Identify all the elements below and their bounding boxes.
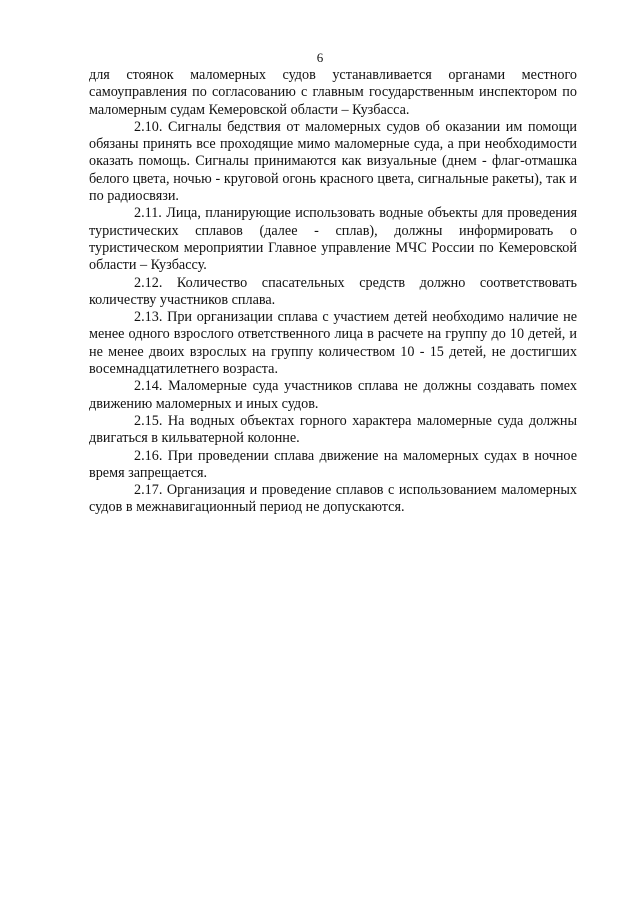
paragraph-2-12: 2.12. Количество спасательных средств должно соответствовать количеству участников сплава.: [89, 274, 577, 308]
paragraph-2-16: 2.16. При проведении сплава движение на маломерных судах в ночное время запрещается.: [89, 447, 577, 481]
paragraph-2-17: 2.17. Организация и проведение сплавов с использованием маломерных судов в межнавигационный период не допускаются.: [89, 482, 577, 516]
page-number: 6: [316, 50, 324, 65]
paragraph-2-15: 2.15. На водных объектах горного характера маломерные суда должны двигаться в кильватерной колонне.: [89, 412, 577, 447]
paragraph-2-14: 2.14. Маломерные суда участников сплава не должны создавать помех движению маломерных и иных судов.: [89, 378, 577, 412]
paragraph-2-13: 2.13. При организации сплава с участием детей необходимо наличие не менее одного взрослого ответственного лица в расчете на группу до 10 детей, и не менее двоих взрослых на группу количеством 10 - 15 детей, не достигших восемнадцатилетнего возраста.: [89, 309, 577, 378]
paragraph-continuation: для стоянок маломерных судов устанавливается органами местного самоуправления по согласованию с главным государственным инспектором по маломерным судам Кемеровской области – Кузбасса.: [89, 67, 577, 118]
paragraph-2-11: 2.11. Лица, планирующие использовать водные объекты для проведения туристических сплавов (далее - сплав), должны информировать о туристическом мероприятии Главное управление МЧС России по Кемеровской области – Кузбассу.: [89, 205, 577, 274]
paragraph-2-10: 2.10. Сигналы бедствия от маломерных судов об оказании им помощи обязаны принять все проходящие мимо маломерные суда, а при необходимости оказать помощь. Сигналы принимаются как визуальные (днем - флаг-отмашка белого цвета, ночью - круговой огонь красного цвета, сигнальные ракеты), так и по радиосвязи.: [89, 118, 577, 205]
document-body: [89, 67, 577, 517]
